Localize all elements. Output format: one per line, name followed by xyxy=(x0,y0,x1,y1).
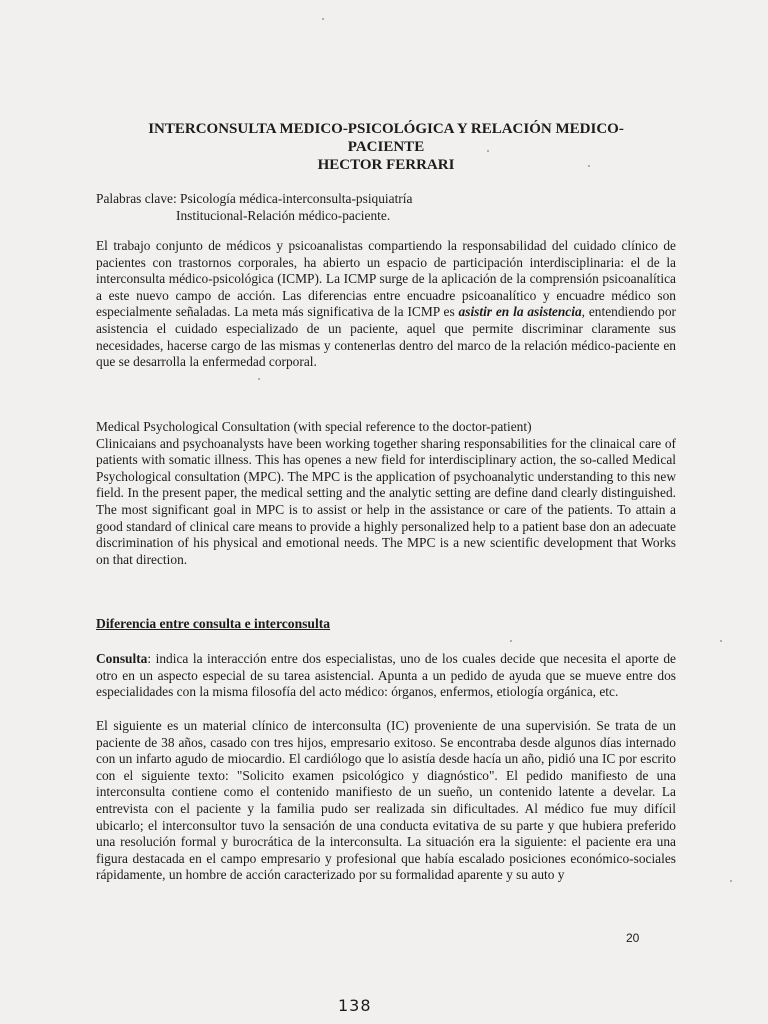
scan-speck xyxy=(510,640,512,642)
consulta-term: Consulta xyxy=(96,651,148,666)
abstract-es-text-1: El trabajo conjunto de médicos y psicoanalistas compartiendo la responsabilidad del cuidado clínico de pacientes con trastornos corporales, ha abierto un espacio de participación interdisciplinaria: el de la interconsulta médico-psicológica (ICMP). La ICMP surge de la aplicación de la comprensión psicoanalítica a este nuevo campo de acción. Las diferencias entre encuadre psicoanalítico y encuadre médico son especialmente señaladas. La meta más significativa de la ICMP es xyxy=(96,238,676,320)
keywords-block xyxy=(96,190,676,224)
case-paragraph: El siguiente es un material clínico de interconsulta (IC) proveniente de una supervisión. Se trata de un paciente de 38 años, casado con tres hijos, empresario exitoso. Se encontraba desde algunos días internado con un infarto agudo de miocardio. El cardiólogo que lo asistía desde hacía un año, pidió una IC por escrito con el siguiente texto: "Solicito examen psicológico y diagnóstico". El pedido manifiesto de una interconsulta contiene como el contenido manifiesto de un sueño, un contenido latente a develar. La entrevista con el paciente y la familia pudo ser realizada sin dificultades. Al médico fue muy difícil ubicarlo; el interconsultor tuvo la sensación de una conducta evitativa de su parte y que hubiera preferido una resolución formal y burocrática de la interconsulta. La situación era la siguiente: el paciente era una figura destacada en el campo empresario y profesional que había escalado posiciones económico-sociales rápidamente, un hombre de acción caracterizado por su formalidad aparente y su auto y xyxy=(96,718,676,883)
abstract-en-title: Medical Psychological Consultation (with special reference to the doctor-patient) xyxy=(96,419,532,434)
keywords-line-2: Institucional-Relación médico-paciente. xyxy=(176,208,391,223)
abstract-english xyxy=(96,419,676,568)
scan-speck xyxy=(322,18,324,20)
abstract-es-emphasis: asistir en la asistencia xyxy=(458,304,582,320)
title-author: HECTOR FERRARI xyxy=(317,157,455,173)
scan-speck xyxy=(487,150,489,152)
handwritten-page-number: 138 xyxy=(338,996,372,1015)
consulta-paragraph xyxy=(96,651,676,701)
keywords-line-1: Palabras clave: Psicología médica-interconsulta-psiquiatría xyxy=(96,191,413,206)
page-number: 20 xyxy=(626,931,640,945)
scan-speck xyxy=(720,640,722,642)
abstract-spanish xyxy=(96,238,676,371)
scan-speck xyxy=(730,880,732,882)
abstract-es-text-2: , entendiendo por asistencia el cuidado especializado de un paciente, aquel que permite discriminar claramente sus necesidades, hacerse cargo de las mismas y contenerlas dentro del marco de la relación médico-paciente en que se desarrolla la enfermedad corporal. xyxy=(96,304,676,370)
consulta-text: : indica la interacción entre dos especialistas, uno de los cuales decide que necesita el aporte de otro en un aspecto especial de su tarea asistencial. Apunta a un pedido de ayuda que se mueve entre dos especialidades con la misma filosofía del acto médico: órganos, enfermos, etiología orgánica, etc. xyxy=(96,651,676,700)
title-line-1: INTERCONSULTA MEDICO-PSICOLÓGICA Y RELACIÓN MEDICO- xyxy=(148,121,624,137)
section-heading: Diferencia entre consulta e interconsulta xyxy=(96,616,331,631)
scan-speck xyxy=(258,378,260,380)
scan-speck xyxy=(588,165,590,167)
title-line-2: PACIENTE xyxy=(347,139,425,155)
abstract-en-text: Clinicaians and psychoanalysts have been working together sharing responsabilities for the clinaical care of patients with somatic illness. This has openes a new field for interdisciplinary action, the so-called Medical Psychological consultation (MPC). The MPC is the application of psychoanalytic understanding to this new field. In the present paper, the medical setting and the analytic setting are define dand clearly distinguished. The most significant goal in MPC is to assist or help in the assistance or care of the patients. To attain a good standard of clinical care means to provide a highly personalized help to a patient base don an adecuate discrimination of his physical and emotional needs. The MPC is a new scientific development that Works on that direction. xyxy=(96,435,676,567)
